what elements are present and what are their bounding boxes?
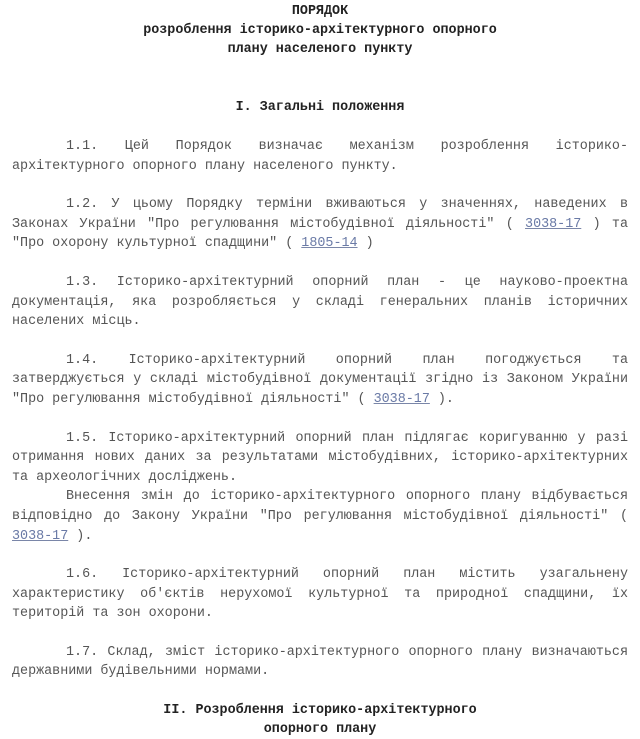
paragraph-1-5b-text-a: Внесення змін до історико-архітектурного опорного плану відбувається відповідно до Закону України "Про регулювання містобудівної діяльності" (	[12, 489, 628, 524]
document-subtitle-line2: плану населеного пункту	[227, 42, 413, 57]
section-heading-2-line1: II. Розроблення історико-архітектурного	[163, 703, 477, 719]
paragraph-1-2-text-b: ) та "Про охорону культурної спадщини" (	[12, 216, 628, 252]
paragraph-1-4-text-b: ).	[429, 391, 454, 407]
paragraph-1-1: 1.1. Цей Порядок визначає механізм розроблення історико-архітектурного опорного плану населеного пункту.	[12, 139, 628, 174]
paragraph-1-5b-text-b: ).	[68, 528, 93, 544]
paragraph-1-2	[12, 195, 628, 254]
document-subtitle-line1: розроблення історико-архітектурного опорного	[143, 23, 497, 38]
paragraph-1-5: 1.5. Історико-архітектурний опорний план підлягає коригуванню у разі отримання нових даних за результатами містобудівних, історико-архітектурних та археологічних досліджень.	[12, 430, 628, 485]
paragraph-1-4	[12, 351, 628, 410]
law-link-1805-14[interactable]: 1805-14	[301, 236, 358, 252]
paragraph-1-3: 1.3. Історико-архітектурний опорний план - це науково-проектна документація, яка розробляється у складі генеральних планів історичних населених місць.	[12, 274, 628, 330]
paragraph-1-7: 1.7. Склад, зміст історико-архітектурного опорного плану визначаються державними будівельними нормами.	[12, 644, 628, 680]
document-title: ПОРЯДОК	[291, 4, 349, 19]
paragraph-1-2-text-c: )	[357, 236, 374, 252]
paragraph-1-4-text-a: 1.4. Історико-архітектурний опорний план погоджується та затверджується у складі містобудівної документації згідно із Законом України "Про регулювання містобудівної діяльності" (	[12, 352, 628, 407]
paragraph-1-5-amendments	[12, 487, 628, 546]
paragraph-1-6: 1.6. Історико-архітектурний опорний план містить узагальнену характеристику об'єктів нерухомої культурної та природної спадщини, їх територій та зон охорони.	[12, 567, 628, 622]
law-link-3038-17[interactable]: 3038-17	[525, 216, 582, 232]
section-heading-2-line2: опорного плану	[263, 722, 377, 738]
paragraph-1-2-text-a: 1.2. У цьому Порядку терміни вживаються у значеннях, наведених в Законах України "Про регулювання містобудівної діяльності" (	[12, 197, 628, 232]
document	[12, 0, 628, 739]
law-link-3038-17[interactable]: 3038-17	[373, 391, 430, 407]
section-heading-1: I. Загальні положення	[235, 100, 405, 115]
law-link-3038-17[interactable]: 3038-17	[12, 528, 69, 544]
